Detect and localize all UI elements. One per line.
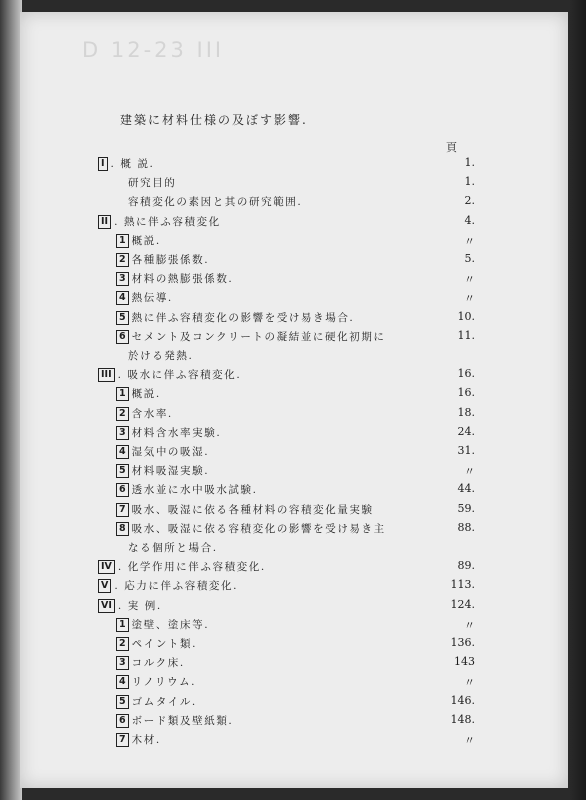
toc-entry-text: 材料吸湿実験.: [131, 465, 210, 478]
toc-entry: [128, 194, 302, 209]
toc-entry: [116, 290, 173, 305]
document-page: [20, 12, 568, 788]
section-number-box: 2: [116, 407, 129, 421]
toc-entry: [116, 329, 386, 344]
toc-entry: [116, 252, 209, 267]
toc-entry-text: . 熱に伴ふ容積変化: [114, 215, 221, 228]
section-number-box: 6: [116, 714, 129, 728]
toc-page-number: 146.: [450, 693, 475, 707]
toc-entry-text: . 吸水に伴ふ容積変化.: [117, 369, 242, 382]
toc-row: [20, 636, 568, 654]
toc-row: [20, 502, 568, 520]
toc-entry: [98, 156, 155, 171]
toc-entry-text: 研究目的: [128, 177, 177, 190]
toc-page-number: 2.: [464, 194, 475, 208]
toc-entry: [98, 214, 221, 229]
toc-entry-text: 於ける発熱.: [128, 350, 194, 362]
toc-entry: [116, 425, 221, 440]
toc-entry-text: 材料の熱膨張係数.: [131, 273, 234, 286]
toc-page-number: 113.: [450, 578, 475, 592]
toc-entry-text: . 化学作用に伴ふ容積変化.: [117, 561, 266, 574]
toc-entry: [116, 674, 196, 689]
binder-spine: [0, 0, 22, 800]
section-number-box: 5: [116, 311, 129, 325]
toc-entry: [116, 502, 374, 517]
toc-page-number: 16.: [457, 386, 475, 400]
toc-entry-text: ゴムタイル.: [131, 695, 197, 708]
toc-page-number: 124.: [450, 597, 475, 611]
toc-row: [20, 329, 568, 347]
section-number-box: II: [98, 215, 111, 229]
toc-entry-text: 吸水、吸湿に依る各種材料の容積変化量実験: [131, 503, 374, 516]
toc-row: [20, 271, 568, 289]
toc-entry-text: . 概 説.: [110, 158, 155, 170]
section-number-box: 4: [116, 291, 129, 305]
toc-entry-text: なる個所と場合.: [128, 542, 218, 554]
toc-page-number: 143: [454, 655, 475, 669]
section-number-box: 6: [116, 483, 129, 497]
toc-row: [20, 713, 568, 731]
toc-row: [20, 540, 568, 558]
toc-page-number: 136.: [450, 636, 475, 649]
toc-row: [20, 655, 568, 673]
toc-entry: [116, 271, 233, 286]
section-number-box: 3: [116, 272, 129, 286]
section-number-box: 7: [116, 733, 129, 747]
toc-page-number: 89.: [457, 559, 475, 573]
section-number-box: 7: [116, 503, 129, 517]
toc-entry-text: 概説.: [131, 234, 161, 247]
toc-entry: [116, 713, 233, 728]
toc-entry-text: . 実 例.: [117, 599, 162, 612]
toc-row: [20, 674, 568, 692]
toc-page-number: 〃: [464, 734, 475, 747]
toc-entry-text: 材料含水率実験.: [131, 426, 222, 439]
toc-entry-text: 熱に伴ふ容積変化の影響を受け易き場合.: [131, 311, 355, 324]
toc-entry-text: セメント及コンクリートの凝結並に硬化初期に: [131, 330, 386, 343]
toc-row: [20, 694, 568, 712]
toc-row: [20, 463, 568, 481]
document-title: 建築に材料仕様の及ぼす影響.: [120, 113, 308, 127]
toc-page-number: 59.: [457, 501, 475, 515]
toc-entry: [98, 598, 162, 613]
toc-page-number: 44.: [457, 482, 475, 496]
toc-entry: [128, 175, 176, 190]
toc-entry: [116, 463, 209, 478]
toc-row: [20, 578, 568, 596]
toc-entry-text: . 応力に伴ふ容積変化.: [114, 580, 239, 593]
toc-entry-text: 含水率.: [131, 407, 173, 420]
section-number-box: 1: [116, 234, 129, 248]
section-number-box: V: [98, 579, 111, 593]
section-number-box: 2: [116, 253, 129, 267]
toc-page-number: 〃: [464, 618, 475, 632]
section-number-box: 5: [116, 695, 129, 709]
toc-entry: [98, 367, 241, 382]
toc-row: [20, 175, 568, 193]
toc-entry: [116, 386, 161, 401]
toc-entry-text: 木材.: [131, 734, 161, 746]
section-number-box: 6: [116, 330, 129, 344]
background-edge: [568, 0, 586, 800]
toc-page-number: 4.: [464, 213, 475, 227]
toc-entry: [116, 406, 173, 421]
toc-page-number: 1.: [464, 175, 475, 189]
section-number-box: I: [98, 157, 108, 171]
toc-row: [20, 348, 568, 366]
section-number-box: 3: [116, 426, 129, 440]
page-column-header: 頁: [446, 141, 457, 154]
toc-entry-text: 各種膨張係数.: [131, 254, 210, 266]
toc-row: [20, 233, 568, 251]
toc-row: [20, 386, 568, 404]
section-number-box: 8: [116, 522, 129, 536]
toc-page-number: 11.: [457, 328, 475, 342]
toc-entry-text: 湿気中の吸湿.: [131, 446, 210, 458]
toc-row: [20, 598, 568, 616]
toc-row: [20, 290, 568, 308]
toc-page-number: 88.: [457, 520, 475, 534]
toc-entry: [128, 540, 218, 555]
toc-row: [20, 194, 568, 212]
section-number-box: 3: [116, 656, 129, 670]
toc-entry: [116, 310, 354, 325]
toc-page-number: 〃: [464, 292, 475, 306]
toc-entry-text: ペイント類.: [131, 638, 198, 650]
toc-row: [20, 214, 568, 232]
toc-entry-text: 透水並に水中吸水試験.: [131, 484, 258, 497]
toc-entry-text: 熱伝導.: [131, 292, 173, 305]
section-number-box: 4: [116, 675, 129, 689]
toc-entry-text: コルク床.: [131, 657, 185, 670]
toc-entry: [98, 559, 266, 574]
toc-page-number: 5.: [464, 252, 475, 265]
toc-entry-text: 概説.: [131, 388, 161, 401]
toc-row: [20, 367, 568, 385]
toc-entry-text: 容積変化の素因と其の研究範囲.: [128, 196, 303, 209]
section-number-box: IV: [98, 560, 115, 574]
toc-row: [20, 406, 568, 424]
toc-entry: [116, 655, 185, 670]
toc-row: [20, 482, 568, 500]
toc-row: [20, 444, 568, 462]
section-number-box: 5: [116, 464, 129, 478]
toc-entry: [116, 732, 161, 747]
toc-row: [20, 732, 568, 750]
toc-entry: [116, 521, 386, 536]
toc-page-number: 〃: [464, 234, 475, 248]
toc-entry: [116, 233, 161, 248]
toc-row: [20, 559, 568, 577]
toc-row: [20, 252, 568, 270]
section-number-box: VI: [98, 599, 115, 613]
toc-entry-text: リノリウム.: [131, 676, 197, 689]
toc-entry-text: 吸水、吸湿に依る容積変化の影響を受け易き主: [131, 522, 386, 535]
toc-entry: [116, 617, 209, 632]
toc-page-number: 148.: [450, 712, 475, 726]
toc-row: [20, 425, 568, 443]
toc-page-number: 1.: [464, 156, 475, 169]
toc-entry: [128, 348, 193, 363]
toc-page-number: 31.: [457, 444, 475, 457]
toc-entry: [116, 482, 258, 497]
toc-row: [20, 310, 568, 328]
toc-entry-text: ボード類及壁紙類.: [131, 714, 234, 727]
toc-row: [20, 521, 568, 539]
section-number-box: 1: [116, 387, 129, 401]
toc-entry: [98, 578, 238, 593]
toc-row: [20, 617, 568, 635]
section-number-box: 4: [116, 445, 129, 459]
toc-page-number: 16.: [457, 367, 475, 381]
toc-entry-text: 塗壁、塗床等.: [131, 618, 210, 631]
toc-row: [20, 156, 568, 174]
toc-entry: [116, 444, 209, 459]
toc-page-number: 24.: [457, 424, 475, 438]
section-number-box: 2: [116, 637, 129, 651]
section-number-box: III: [98, 368, 115, 382]
toc-page-number: 18.: [457, 405, 475, 419]
toc-page-number: 〃: [464, 465, 475, 479]
toc-page-number: 〃: [464, 676, 475, 690]
toc-page-number: 〃: [464, 273, 475, 287]
faded-stamp: D 12-23 III: [82, 38, 225, 62]
toc-entry: [116, 694, 197, 709]
toc-page-number: 10.: [457, 309, 475, 323]
section-number-box: 1: [116, 618, 129, 632]
toc-entry: [116, 636, 197, 651]
